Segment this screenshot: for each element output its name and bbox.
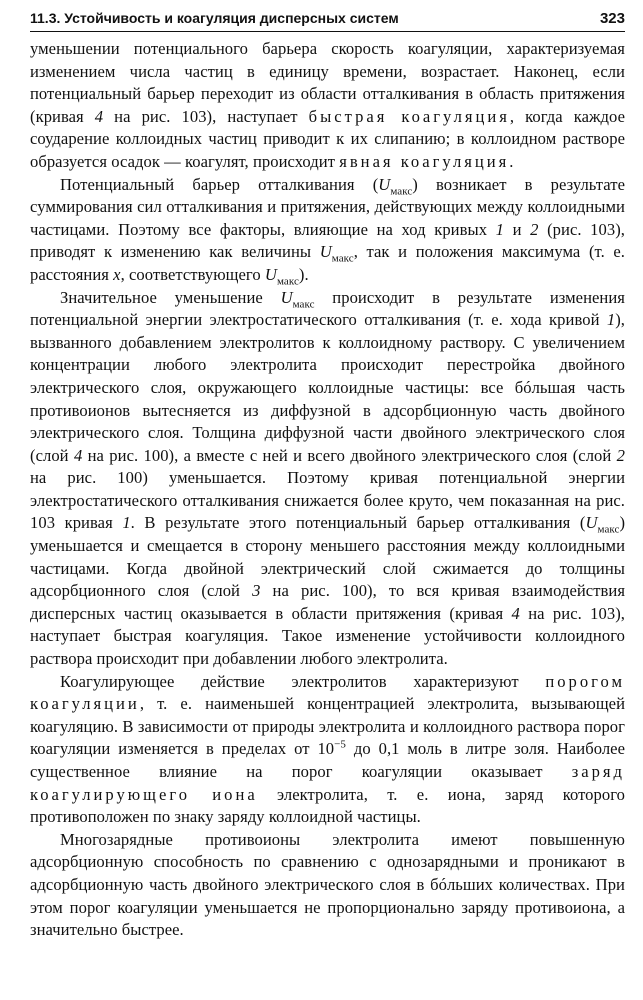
text-segment: Коагулирующее действие электролитов характеризуют [60,671,546,691]
text-segment: на рис. 100) уменьшается. Поэтому кривая потенциальной энергии электростатического отталкивания снижается более круто, чем показанная на рис. 103 кривая [30,468,625,533]
text-segment: , когда каждое соударение коллоидных частиц приводит к их слипанию; в коллоидном растворе образуется осадок — коагулят, происходит [30,106,626,171]
text-segment: 1 [122,513,131,533]
text-segment: Многозарядные противоионы электролита имеют повышенную адсорбционную способность по сравнению с однозарядными и проникают в адсорбционную часть двойного электрического слоя в бóльших количествах. При этом порог коагуляции уменьшается не пропорционально заряду противоиона, а значительно быстрее. [30,829,625,940]
paragraph [30,671,625,829]
text-segment: ). [298,264,309,284]
text-segment: (рис. 103), приводят к изменению как величины [30,219,625,262]
text-segment: U [378,174,391,194]
text-segment: макс [276,275,299,288]
text-segment: до 0,1 моль в литре золя. Наиболее существенное влияние на порог коагуляции оказывает [30,739,625,781]
paragraph [30,829,625,942]
emphasized-term: явная коагуляция [339,151,510,171]
text-segment: U [585,513,598,533]
text-segment: макс [390,184,413,197]
text-segment: 4 [511,603,520,623]
text-segment: уменьшении потенциального барьера скорость коагуляции, характеризуемая изменением числа частиц в единицу времени, возрастает. Наконец, если потенциальный барьер переходит из области отталкивания в область притяжения (кривая [30,39,625,126]
text-segment: 3 [252,581,261,601]
text-segment: −5 [334,738,346,751]
paragraph [30,174,625,287]
body-text [30,38,625,942]
running-header [30,10,625,32]
text-segment: макс [597,523,620,536]
text-segment: электролита, т. е. иона, заряд которого противоположен по знаку заряду коллоидной частицы. [30,784,625,827]
text-segment: , так и положения максимума (т. е. расстояния [30,242,625,284]
text-segment: 4 [73,445,83,465]
text-segment: 1 [606,310,616,330]
text-segment: U [280,287,293,307]
page-number: 323 [599,10,625,27]
text-segment: . [509,151,514,171]
text-segment: происходит в результате изменения потенциальной энергии электростатического отталкивания (т. е. хода кривой [30,287,625,330]
text-segment: на рис. 100), то вся кривая взаимодействия дисперсных частиц оказывается в области притяжения (кривая [30,581,626,623]
text-segment: на рис. 103), наступает [103,106,309,126]
paragraph [30,287,625,671]
text-segment: 2 [530,219,539,239]
paragraph [30,38,625,174]
text-segment: Значительное уменьшение [60,287,281,307]
text-segment: x [113,264,121,284]
text-segment: 2 [616,445,625,465]
text-segment: на рис. 103), наступает быстрая коагуляция. Такое изменение устойчивости коллоидного раствора происходит при добавлении любого электролита. [30,603,625,669]
text-segment: и [504,219,531,239]
text-segment: макс [331,252,354,265]
text-segment: 1 [495,219,504,239]
emphasized-term: быстрая коагуляция [308,106,510,126]
emphasized-term: порогом коагуляции [30,671,625,714]
text-segment: на рис. 100), а вместе с ней и всего двойного электрического слоя (слой [82,445,617,465]
text-segment: U [264,264,277,284]
section-title: 11.3. Устойчивость и коагуляция дисперсных систем [30,10,399,26]
text-segment: U [319,242,332,262]
text-segment: 4 [94,106,104,126]
text-segment: ), вызванного добавлением электролитов к коллоидному раствору. С увеличением концентрации любого электролита происходит перестройка двойного электрического слоя, окружающего коллоидные частицы: все бóльшая часть противоионов вытесняется из диффузной в адсорбционную часть двойного электрического слоя. Толщина диффузной части двойного электрического слоя (слой [30,310,625,465]
text-segment: ) уменьшается и смещается в сторону меньшего расстояния между коллоидными частицами. Когда двойной электрический слой сжимается до толщины адсорбционного слоя (слой [30,513,626,601]
text-segment: , соответствующего [120,264,265,284]
emphasized-term: заряд коагулирующего иона [30,762,625,804]
text-segment: , т. е. наименьшей концентрацией электролита, вызывающей коагуляцию. В зависимости от природы электролита и коллоидного раствора порог коагуляции изменяется в пределах от 10 [30,694,625,759]
text-segment: . В результате этого потенциальный барьер отталкивания ( [130,513,586,533]
text-segment: ) возникает в результате суммирования сил отталкивания и притяжения, действующих между коллоидными частицами. Поэтому все факторы, влияющие на ход кривых [30,174,625,239]
text-segment: Потенциальный барьер отталкивания ( [60,174,379,194]
text-segment: макс [292,297,315,310]
